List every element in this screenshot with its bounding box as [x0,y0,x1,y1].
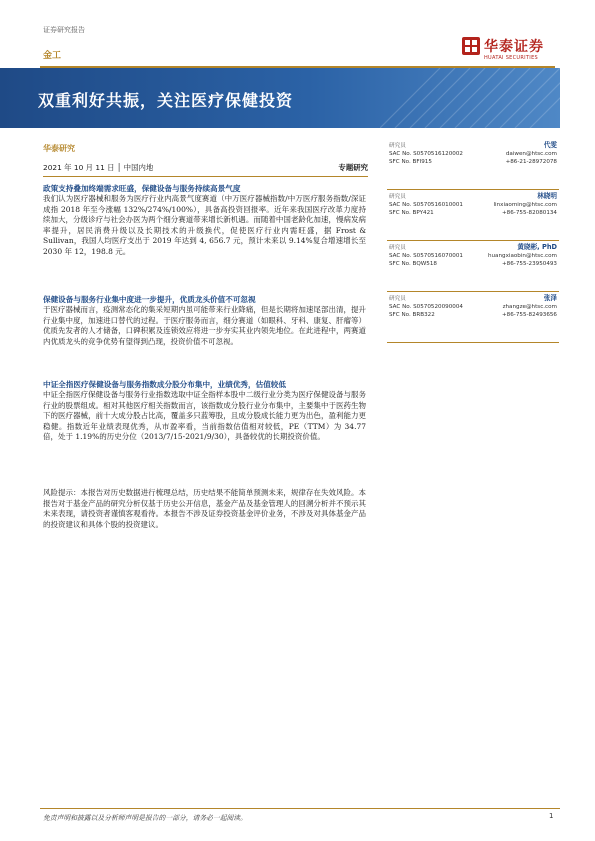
analyst-name: 林晓明 [537,192,557,200]
analyst-phone: +86-755-82493656 [502,312,557,318]
analyst-sac: SAC No. S0570516070001 [389,253,463,259]
page-number: 1 [549,812,554,820]
analyst-sac: SAC No. S0570516010001 [389,202,463,208]
analyst-card [387,140,559,190]
report-date: 2021 年 10 月 11 日 │ 中国内地 [43,163,154,172]
logo-english-name: HUATAI SECURITIES [484,55,538,61]
section-body: 我们认为医疗器械和服务为医疗行业内高景气度赛道（中万医疗器械指数/中万医疗服务指数/深证成指 2018 年至今涨幅 132%/274%/100%），具备高投资回报率。近年来我国医疗改革力度持续加大，分级诊疗与社会办医为两个细分赛道带来增长新机遇。而随着中国老龄化加速，慢病发病率提升，居民消费升级以及长期技术的升级换代，促使医疗行业内需旺盛，据 Frost & Sullivan，我国人均医疗支出于 2019 年达到 4, 656.7 元，预计未来以 9.14%复合增速增长至 2030 年 12，198.8 元。 [43,194,366,256]
category-label: 金工 [43,51,62,61]
section-heading: 中证全指医疗保健设备与服务指数成分股分布集中，业绩优秀，估值较低 [43,380,286,389]
analyst-sfc: SFC No. BFI915 [389,159,432,165]
analyst-name: 黄晓彬, PhD [517,243,557,251]
analyst-sfc: SFC No. BQW518 [389,261,437,267]
report-type-label: 证券研究报告 [43,26,85,34]
analyst-panel [387,140,559,344]
analyst-role: 研究员 [389,143,406,149]
section-body: 中证全指医疗保健设备与服务行业指数选取中证全指样本股中二级行业分类为医疗保健设备与服务行业的股票组成。相对其他医疗相关指数而言，该指数成分股行业分布集中，主要集中于医药生物下的医疗器械，前十大成分股占比高，覆盖多只蓝筹股，且成分股成长能力更为出色，盈利能力更稳健。指数近年业绩表现优秀，从市盈率看，当前指数估值相对较低，PE（TTM）为 34.77 倍，处于 1.19%的历史分位（2013/7/15-2021/9/30），具备较优的长期投资价值。 [43,390,366,442]
analyst-name: 张泽 [543,294,557,302]
summary-section-2 [43,294,366,347]
footer-divider [40,808,560,809]
analyst-sfc: SFC No. BRB322 [389,312,435,318]
analyst-sac: SAC No. S0570516120002 [389,151,463,157]
title-banner [0,68,560,128]
research-dept-label: 华泰研究 [43,144,75,153]
logo-chinese-name: 华泰证券 [484,39,544,55]
analyst-role: 研究员 [389,194,406,200]
analyst-card [387,293,559,343]
section-body: 于医疗器械而言，疫测常态化的集采短期内虽可能带来行业降痛，但是长期将加速尾部出清，提升行业集中度，加速进口替代的过程。于医疗服务而言，细分赛道（如眼科、牙科、康复、肝瘤等）优质先发者的人才储备，口碑积累及连锁效应将进一步夯实其业内领先地位。在此进程中，两赛道内优质龙头的竞争优势有望得到凸现，投资价值不可忽视。 [43,305,366,346]
page-title: 双重利好共振，关注医疗保健投资 [38,91,294,110]
analyst-phone: +86-755-23950493 [502,261,557,267]
banner-decoration [380,68,560,128]
summary-section-1 [43,183,366,258]
analyst-sac: SAC No. S0570520090004 [389,304,463,310]
footer-disclaimer: 免责声明和披露以及分析师声明是报告的一部分，请务必一起阅读。 [43,814,247,822]
analyst-email[interactable]: daiwen@htsc.com [505,151,557,157]
risk-warning-text: 风险提示：本报告对历史数据进行梳理总结，历史结果不能简单预测未来，规律存在失效风险。本报告对于基金产品的研究分析仅基于历史公开信息，基金产品及基金管理人的回溯分析并不预示其未来表现，请投资者谨慎客观看待。本报告不涉及证券投资基金评价业务，不涉及对具体基金产品的投资建议和具体个股的投资建议。 [43,488,366,529]
summary-section-3 [43,379,366,443]
section-heading: 政策支持叠加终端需求旺盛，保健设备与服务持续高景气度 [43,184,241,193]
company-logo [462,36,567,66]
huatai-logo-icon [462,37,480,55]
analyst-name: 代雯 [543,141,557,149]
analyst-email[interactable]: zhangze@htsc.com [502,304,557,310]
analyst-email[interactable]: linxiaoming@htsc.com [493,202,557,208]
report-kind: 专题研究 [338,163,368,172]
analyst-card [387,191,559,241]
risk-warning [43,488,366,530]
analyst-email[interactable]: huangxiaobin@htsc.com [487,253,557,259]
analyst-card [387,242,559,292]
analyst-phone: +86-755-82080134 [502,210,557,216]
report-meta-row [43,162,368,177]
analyst-role: 研究员 [389,296,406,302]
analyst-role: 研究员 [389,245,406,251]
section-heading: 保健设备与服务行业集中度进一步提升，优质龙头价值不可忽视 [43,295,256,304]
analyst-sfc: SFC No. BPY421 [389,210,434,216]
analyst-phone: +86-21-28972078 [505,159,557,165]
